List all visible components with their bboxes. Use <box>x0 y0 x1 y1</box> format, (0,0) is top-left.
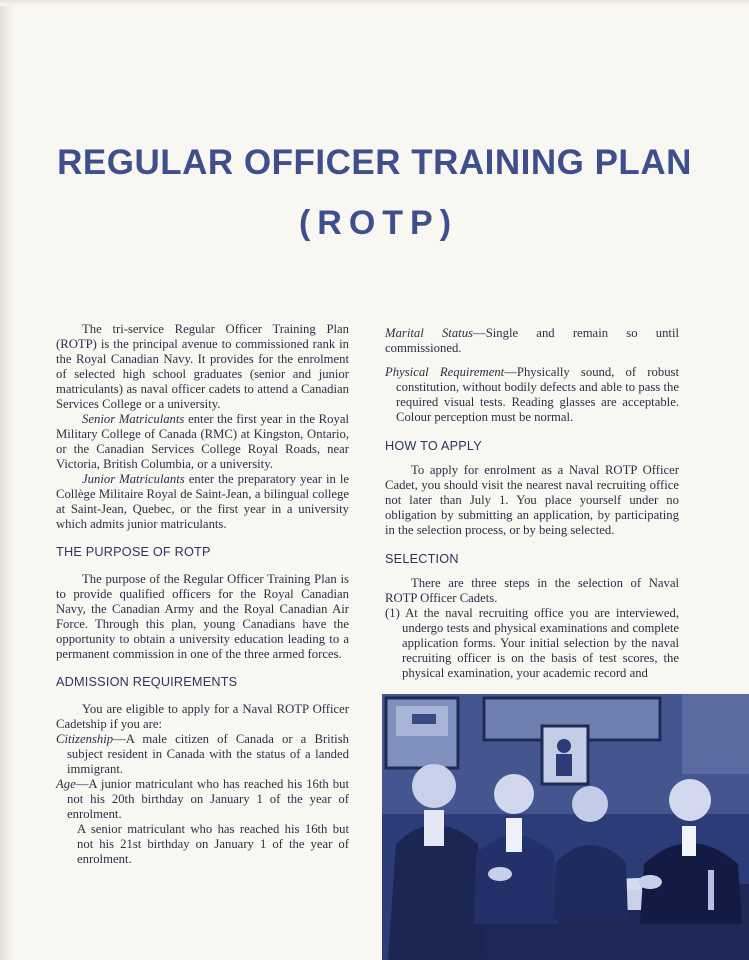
age-senior-item: A senior matriculant who has reached his 16th but not his 21st birthday on January 1 of the year of enrolment. <box>77 822 349 866</box>
age-text: —A junior matriculant who has reached his 16th but not his 20th birthday on January 1 of the year of enrolment. <box>67 777 349 821</box>
physical-requirement-item <box>385 365 679 425</box>
purpose-heading: THE PURPOSE OF ROTP <box>56 545 211 559</box>
citizenship-text: —A male citizen of Canada or a British subject resident in Canada with the status of a landed immigrant. <box>67 732 349 776</box>
junior-matriculants-label: Junior Matriculants <box>82 472 185 486</box>
physical-requirement-text: —Physically sound, of robust constitution, without bodily defects and able to pass the required visual tests. Reading glasses are acceptable. Colour perception must be normal. <box>396 365 679 424</box>
page-title: REGULAR OFFICER TRAINING PLAN <box>57 143 692 182</box>
page-top-edge <box>0 0 749 6</box>
citizenship-label: Citizenship <box>56 732 114 746</box>
senior-matriculants-label: Senior Matriculants <box>82 412 185 426</box>
naval-cadets-photo <box>382 694 749 960</box>
citizenship-item <box>56 732 349 777</box>
selection-intro: There are three steps in the selection of Naval ROTP Officer Cadets. <box>385 576 679 605</box>
senior-matriculants-text: enter the first year in the Royal Military College of Canada (RMC) at Kingston, Ontario, or the Canadian Services College Royal Roads, near Victoria, British Columbia, or a university. <box>56 412 349 471</box>
age-item <box>56 777 349 822</box>
how-to-apply-paragraph: To apply for enrolment as a Naval ROTP Officer Cadet, you should visit the nearest naval recruiting office not later than July 1. You place yourself under no obligation by submitting an application, by participating in the selection process, or by being selected. <box>385 463 679 537</box>
selection-step-1: (1) At the naval recruiting office you are interviewed, undergo tests and physical examinations and complete application forms. Your initial selection by the naval recruiting officer is on the basis of test scores, the physical examination, your academic record and <box>385 606 679 680</box>
admission-intro: You are eligible to apply for a Naval ROTP Officer Cadetship if you are: <box>56 702 349 731</box>
intro-paragraph: The tri-service Regular Officer Training Plan (ROTP) is the principal avenue to commissioned rank in the Royal Canadian Navy. It provides for the enrolment of selected high school graduates (senior and junior matriculants) as naval officer cadets to attend a Canadian Services College or a university. <box>56 322 349 411</box>
senior-matriculants-paragraph <box>56 412 349 472</box>
admission-heading: ADMISSION REQUIREMENTS <box>56 675 238 689</box>
photo-illustration <box>382 694 749 960</box>
selection-heading: SELECTION <box>385 552 459 566</box>
page-subtitle: (ROTP) <box>298 204 459 242</box>
how-to-apply-heading: HOW TO APPLY <box>385 439 482 453</box>
junior-matriculants-text: enter the preparatory year in le Collège Militaire Royal de Saint-Jean, a bilingual college at Saint-Jean, Quebec, or the first year in a university which admits junior matriculants. <box>56 472 349 531</box>
physical-requirement-label: Physical Requirement <box>385 365 505 379</box>
marital-status-label: Marital Status <box>385 326 473 340</box>
left-column <box>56 322 349 867</box>
marital-status-text: —Single and remain so until commissioned. <box>385 326 680 355</box>
age-label: Age <box>56 777 76 791</box>
purpose-paragraph: The purpose of the Regular Officer Training Plan is to provide qualified officers for the Royal Canadian Navy, the Canadian Army and the Royal Canadian Air Force. Through this plan, young Canadians have the opportunity to obtain a university education leading to a permanent commission in one of the three armed forces. <box>56 572 349 661</box>
marital-status-item <box>385 326 679 356</box>
junior-matriculants-paragraph <box>56 472 349 532</box>
right-column <box>385 326 679 681</box>
